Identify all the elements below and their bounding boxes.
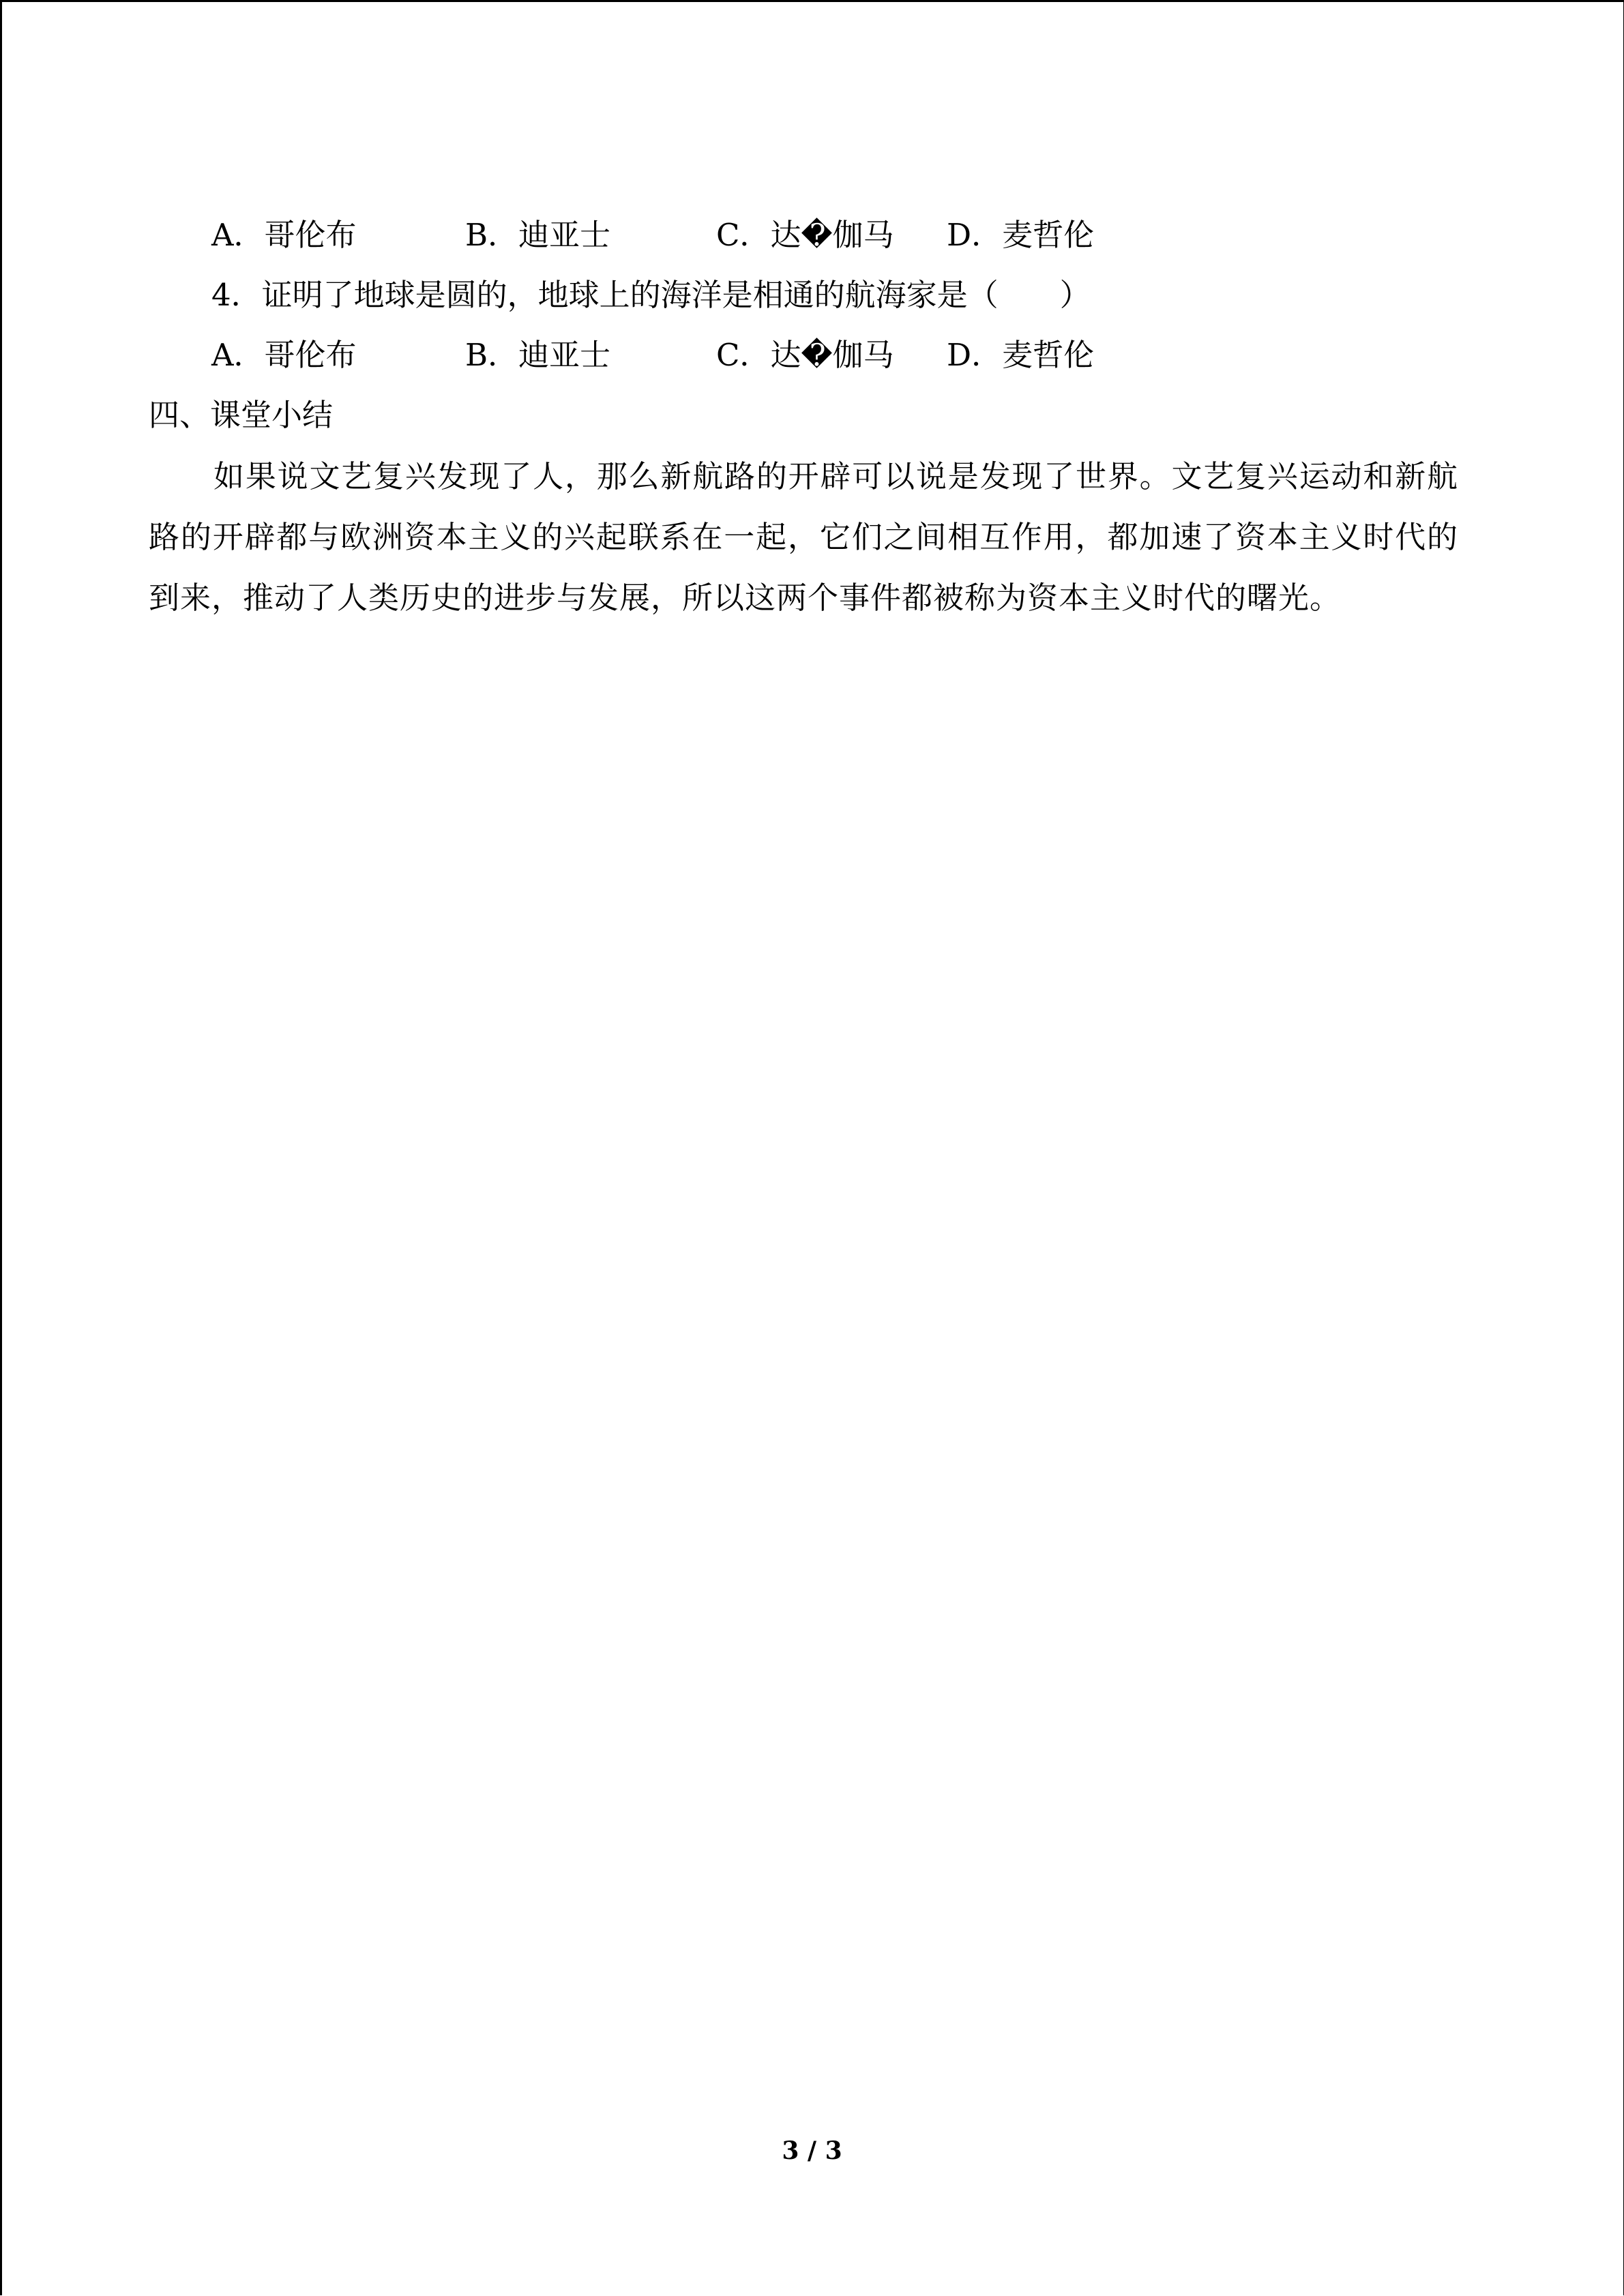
- q4-option-a: A．哥伦布: [211, 337, 357, 373]
- question3-options: [211, 215, 1235, 256]
- question4-stem: 4．证明了地球是圆的，地球上的海洋是相通的航海家是（ ）: [211, 277, 1091, 313]
- question4-options: [211, 335, 1235, 376]
- q3-option-d: D．麦哲伦: [947, 217, 1095, 253]
- q4-option-d: D．麦哲伦: [947, 337, 1095, 373]
- page-number: 3 / 3: [782, 2136, 842, 2165]
- summary-paragraph: 如果说文艺复兴发现了人，那么新航路的开辟可以说是发现了世界。文艺复兴运动和新航路的开辟都与欧洲资本主义的兴起联系在一起，它们之间相互作用，都加速了资本主义时代的到来，推动了人类历史的进步与发展，所以这两个事件都被称为资本主义时代的曙光。: [149, 458, 1458, 616]
- q3-option-b: B．迪亚士: [465, 217, 611, 253]
- section-heading: 四、课堂小结: [149, 397, 334, 433]
- q3-option-a: A．哥伦布: [211, 217, 357, 253]
- q3-option-c: C．达�伽马: [716, 217, 894, 253]
- q4-option-b: B．迪亚士: [465, 337, 611, 373]
- q4-option-c: C．达�伽马: [716, 337, 894, 373]
